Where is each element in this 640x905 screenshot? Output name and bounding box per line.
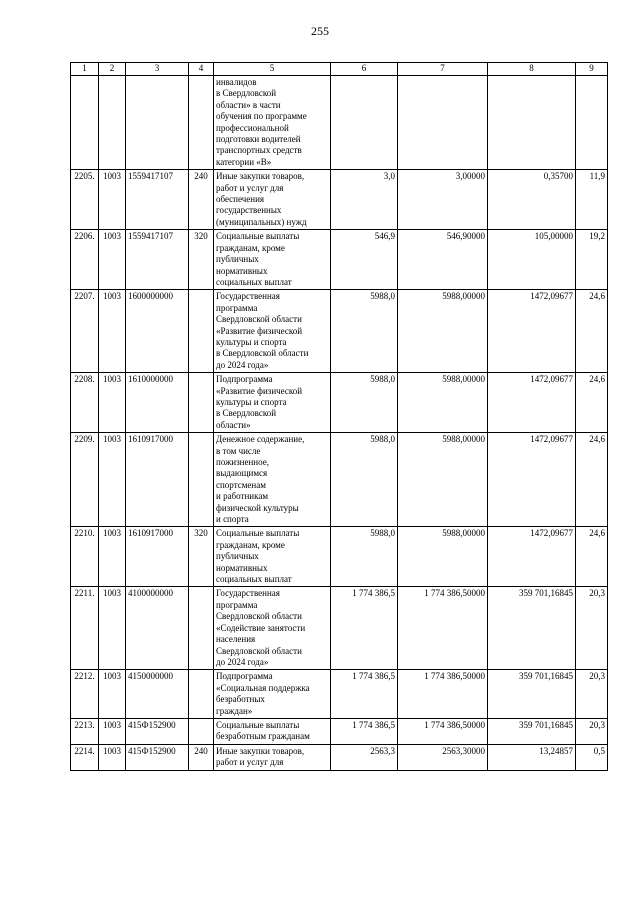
planned-amount-cell: 5988,00000 xyxy=(398,373,488,433)
approved-amount-cell: 546,9 xyxy=(331,230,398,290)
executed-amount-cell: 1472,09677 xyxy=(488,290,576,373)
execution-percent-cell: 24,6 xyxy=(576,373,608,433)
planned-amount-cell: 546,90000 xyxy=(398,230,488,290)
table-row xyxy=(71,230,608,290)
executed-amount-cell: 359 701,16845 xyxy=(488,670,576,719)
section-code-cell: 1003 xyxy=(99,373,126,433)
planned-amount-cell: 1 774 386,50000 xyxy=(398,718,488,744)
target-article-cell: 415Ф152900 xyxy=(126,718,189,744)
expense-type-cell: 240 xyxy=(189,170,214,230)
target-article-cell xyxy=(126,76,189,170)
table-row xyxy=(71,433,608,527)
row-number-cell: 2209. xyxy=(71,433,99,527)
executed-amount-cell: 359 701,16845 xyxy=(488,587,576,670)
planned-amount-cell: 1 774 386,50000 xyxy=(398,587,488,670)
description-cell: Государственная программа Свердловской области «Содействие занятости населения Свердловской области до 2024 года» xyxy=(214,587,331,670)
section-code-cell: 1003 xyxy=(99,670,126,719)
row-number-cell xyxy=(71,76,99,170)
executed-amount-cell: 105,00000 xyxy=(488,230,576,290)
planned-amount-cell: 5988,00000 xyxy=(398,433,488,527)
description-cell: Подпрограмма «Социальная поддержка безработных граждан» xyxy=(214,670,331,719)
row-number-cell: 2205. xyxy=(71,170,99,230)
row-number-cell: 2208. xyxy=(71,373,99,433)
approved-amount-cell: 5988,0 xyxy=(331,290,398,373)
execution-percent-cell: 20,3 xyxy=(576,718,608,744)
execution-percent-cell: 20,3 xyxy=(576,670,608,719)
executed-amount-cell: 0,35700 xyxy=(488,170,576,230)
page-number: 255 xyxy=(311,24,329,38)
header-cell-5: 5 xyxy=(214,63,331,76)
table-row xyxy=(71,587,608,670)
target-article-cell: 1559417107 xyxy=(126,170,189,230)
section-code-cell: 1003 xyxy=(99,170,126,230)
expense-type-cell: 320 xyxy=(189,230,214,290)
header-cell-4: 4 xyxy=(189,63,214,76)
target-article-cell: 415Ф152900 xyxy=(126,744,189,770)
section-code-cell: 1003 xyxy=(99,527,126,587)
row-number-cell: 2207. xyxy=(71,290,99,373)
expense-type-cell: 320 xyxy=(189,527,214,587)
planned-amount-cell xyxy=(398,76,488,170)
target-article-cell: 1610917000 xyxy=(126,527,189,587)
executed-amount-cell: 13,24857 xyxy=(488,744,576,770)
approved-amount-cell: 5988,0 xyxy=(331,373,398,433)
table-row xyxy=(71,670,608,719)
row-number-cell: 2214. xyxy=(71,744,99,770)
planned-amount-cell: 5988,00000 xyxy=(398,527,488,587)
planned-amount-cell: 5988,00000 xyxy=(398,290,488,373)
executed-amount-cell: 1472,09677 xyxy=(488,527,576,587)
description-cell: Подпрограмма «Развитие физической культуры и спорта в Свердловской области» xyxy=(214,373,331,433)
header-cell-3: 3 xyxy=(126,63,189,76)
execution-percent-cell xyxy=(576,76,608,170)
executed-amount-cell: 1472,09677 xyxy=(488,433,576,527)
target-article-cell: 1600000000 xyxy=(126,290,189,373)
target-article-cell: 1610000000 xyxy=(126,373,189,433)
section-code-cell: 1003 xyxy=(99,587,126,670)
planned-amount-cell: 2563,30000 xyxy=(398,744,488,770)
header-cell-6: 6 xyxy=(331,63,398,76)
section-code-cell xyxy=(99,76,126,170)
expense-type-cell: 240 xyxy=(189,744,214,770)
target-article-cell: 4150000000 xyxy=(126,670,189,719)
approved-amount-cell: 3,0 xyxy=(331,170,398,230)
row-number-cell: 2211. xyxy=(71,587,99,670)
table-row xyxy=(71,527,608,587)
approved-amount-cell: 1 774 386,5 xyxy=(331,587,398,670)
execution-percent-cell: 20,3 xyxy=(576,587,608,670)
table-row xyxy=(71,718,608,744)
expense-type-cell xyxy=(189,670,214,719)
table-row xyxy=(71,76,608,170)
executed-amount-cell: 359 701,16845 xyxy=(488,718,576,744)
execution-percent-cell: 24,6 xyxy=(576,527,608,587)
approved-amount-cell: 5988,0 xyxy=(331,527,398,587)
approved-amount-cell xyxy=(331,76,398,170)
section-code-cell: 1003 xyxy=(99,718,126,744)
header-cell-9: 9 xyxy=(576,63,608,76)
table-header-row xyxy=(71,63,608,76)
budget-table xyxy=(70,62,608,771)
approved-amount-cell: 1 774 386,5 xyxy=(331,718,398,744)
execution-percent-cell: 19,2 xyxy=(576,230,608,290)
planned-amount-cell: 1 774 386,50000 xyxy=(398,670,488,719)
executed-amount-cell: 1472,09677 xyxy=(488,373,576,433)
table-row xyxy=(71,170,608,230)
execution-percent-cell: 0,5 xyxy=(576,744,608,770)
execution-percent-cell: 24,6 xyxy=(576,433,608,527)
expense-type-cell xyxy=(189,433,214,527)
execution-percent-cell: 24,6 xyxy=(576,290,608,373)
row-number-cell: 2206. xyxy=(71,230,99,290)
execution-percent-cell: 11,9 xyxy=(576,170,608,230)
target-article-cell: 1610917000 xyxy=(126,433,189,527)
expense-type-cell xyxy=(189,373,214,433)
header-cell-1: 1 xyxy=(71,63,99,76)
description-cell: Социальные выплаты гражданам, кроме публичных нормативных социальных выплат xyxy=(214,527,331,587)
target-article-cell: 4100000000 xyxy=(126,587,189,670)
approved-amount-cell: 1 774 386,5 xyxy=(331,670,398,719)
section-code-cell: 1003 xyxy=(99,230,126,290)
description-cell: инвалидов в Свердловской области» в части обучения по программе профессиональной подготовки водителей транспортных средств категории «В» xyxy=(214,76,331,170)
description-cell: Государственная программа Свердловской области «Развитие физической культуры и спорта в Свердловской области до 2024 года» xyxy=(214,290,331,373)
description-cell: Социальные выплаты безработным гражданам xyxy=(214,718,331,744)
section-code-cell: 1003 xyxy=(99,433,126,527)
executed-amount-cell xyxy=(488,76,576,170)
planned-amount-cell: 3,00000 xyxy=(398,170,488,230)
approved-amount-cell: 5988,0 xyxy=(331,433,398,527)
table-row xyxy=(71,744,608,770)
expense-type-cell xyxy=(189,290,214,373)
row-number-cell: 2213. xyxy=(71,718,99,744)
header-cell-7: 7 xyxy=(398,63,488,76)
target-article-cell: 1559417107 xyxy=(126,230,189,290)
description-cell: Иные закупки товаров, работ и услуг для обеспечения государственных (муниципальных) нужд xyxy=(214,170,331,230)
header-cell-2: 2 xyxy=(99,63,126,76)
description-cell: Иные закупки товаров, работ и услуг для xyxy=(214,744,331,770)
description-cell: Социальные выплаты гражданам, кроме публичных нормативных социальных выплат xyxy=(214,230,331,290)
approved-amount-cell: 2563,3 xyxy=(331,744,398,770)
description-cell: Денежное содержание, в том числе пожизненное, выдающимся спортсменам и работникам физической культуры и спорта xyxy=(214,433,331,527)
row-number-cell: 2210. xyxy=(71,527,99,587)
row-number-cell: 2212. xyxy=(71,670,99,719)
expense-type-cell xyxy=(189,587,214,670)
expense-type-cell xyxy=(189,76,214,170)
expense-type-cell xyxy=(189,718,214,744)
section-code-cell: 1003 xyxy=(99,290,126,373)
table-row xyxy=(71,290,608,373)
section-code-cell: 1003 xyxy=(99,744,126,770)
table-row xyxy=(71,373,608,433)
table-body xyxy=(71,63,608,771)
header-cell-8: 8 xyxy=(488,63,576,76)
